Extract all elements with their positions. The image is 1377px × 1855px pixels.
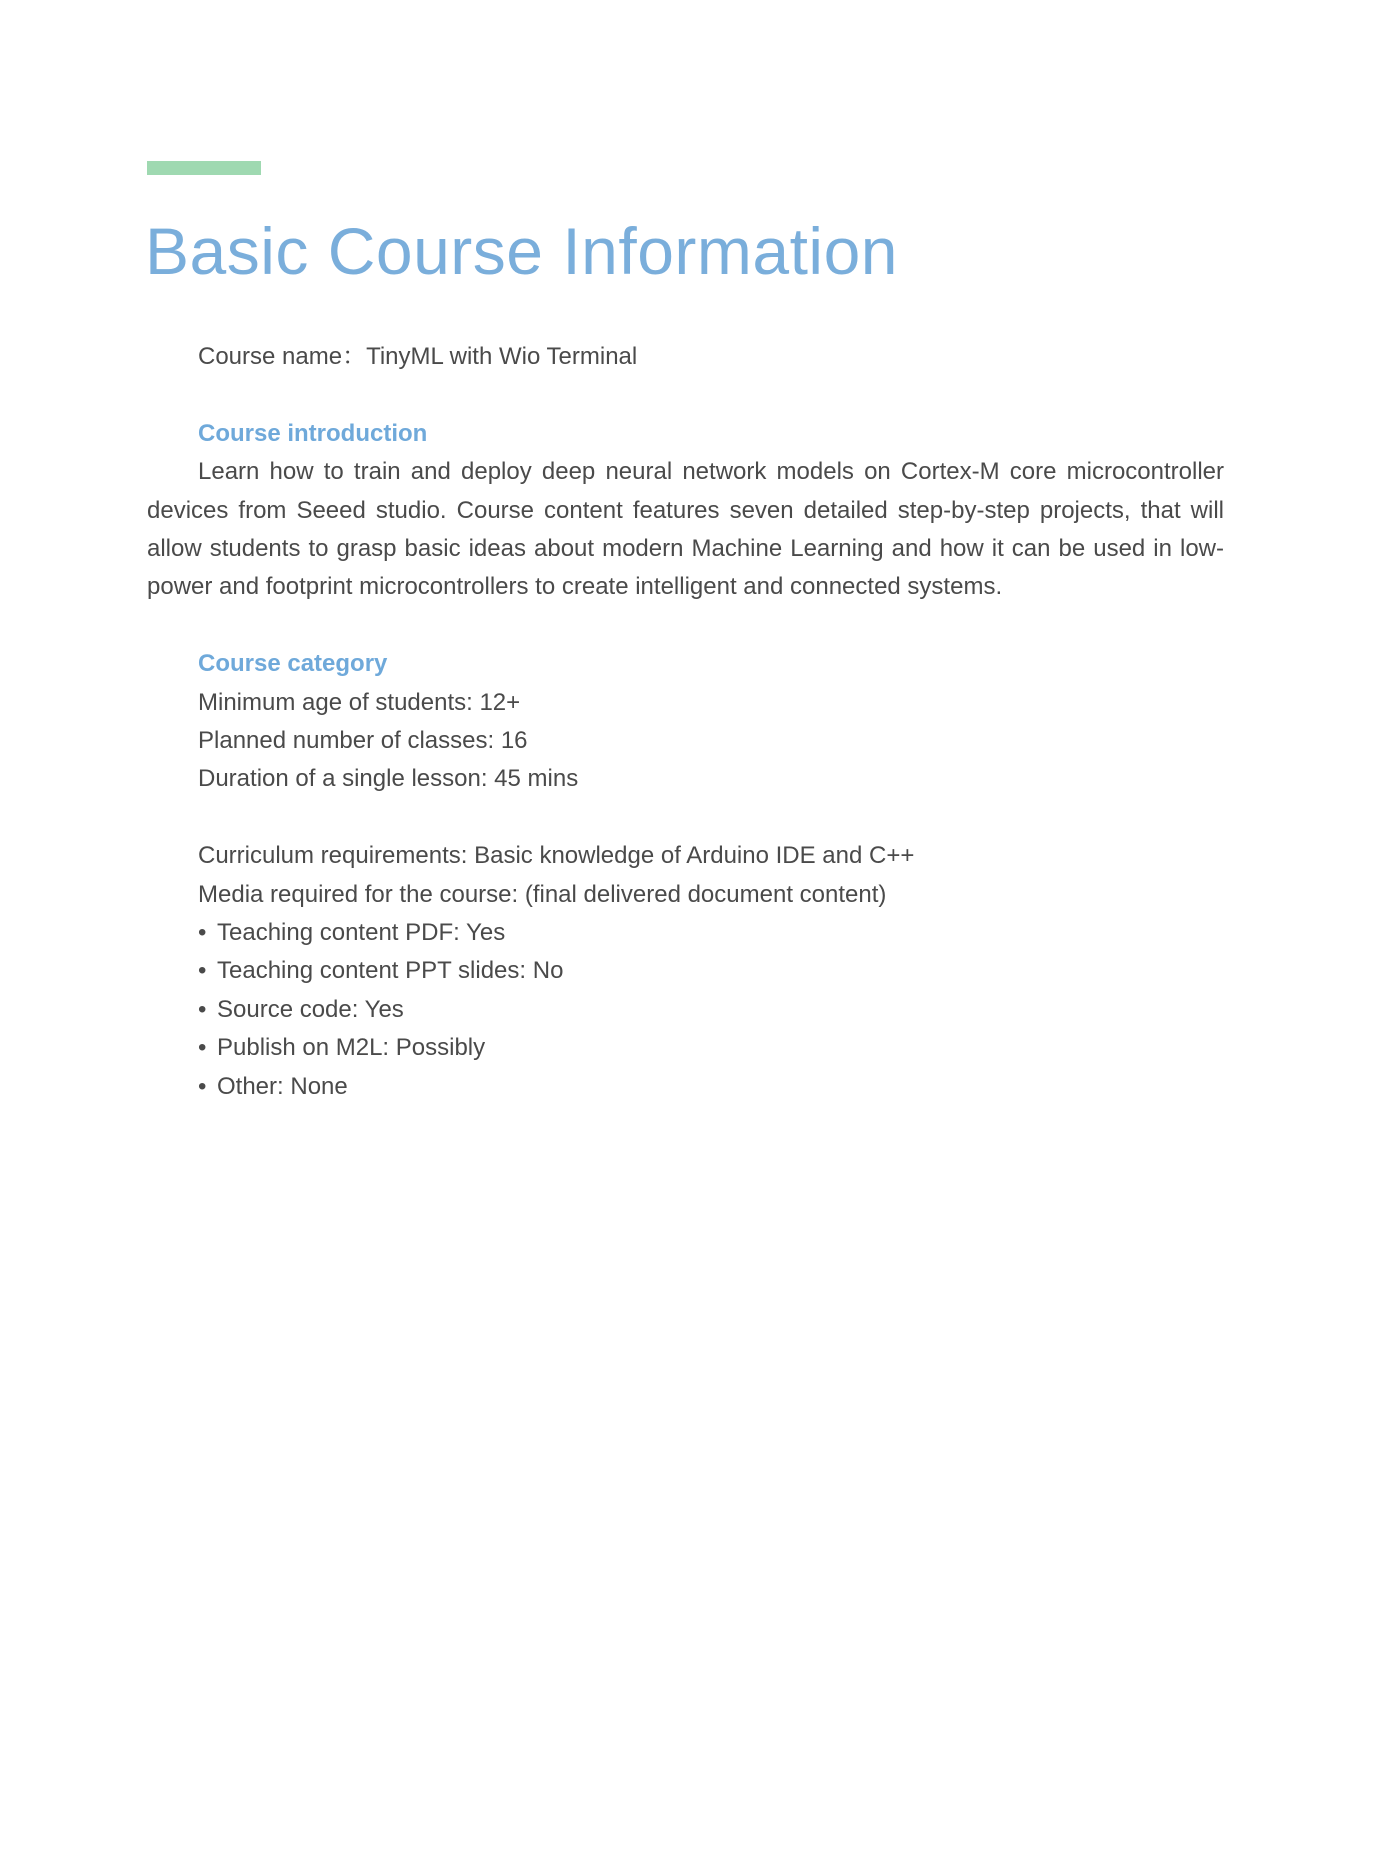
planned-classes-line: Planned number of classes: 16	[198, 727, 528, 755]
media-bullet-list	[147, 914, 1224, 1106]
bullet-icon: •	[198, 1072, 207, 1100]
spacer	[147, 607, 1224, 645]
page-title: Basic Course Information	[145, 214, 898, 288]
course-introduction-heading: Course introduction	[198, 419, 428, 447]
list-item-label: Source code: Yes	[217, 995, 404, 1023]
bullet-icon: •	[198, 995, 207, 1023]
curriculum-requirements-line: Curriculum requirements: Basic knowledge of Arduino IDE and C++	[198, 842, 915, 870]
list-item	[147, 1068, 1224, 1106]
list-item	[147, 991, 1224, 1029]
bullet-icon: •	[198, 1034, 207, 1062]
course-name-line: Course name：TinyML with Wio Terminal	[198, 343, 638, 370]
course-info-body	[147, 338, 1224, 1106]
list-item	[147, 914, 1224, 952]
list-item-label: Teaching content PPT slides: No	[217, 957, 564, 985]
minimum-age-line: Minimum age of students: 12+	[198, 688, 521, 716]
list-item-label: Teaching content PDF: Yes	[217, 919, 506, 947]
list-item	[147, 1029, 1224, 1067]
list-item-label: Publish on M2L: Possibly	[217, 1034, 486, 1062]
spacer	[147, 799, 1224, 837]
bullet-icon: •	[198, 957, 207, 985]
course-category-heading: Course category	[198, 650, 388, 678]
spacer	[147, 376, 1224, 414]
course-introduction-text: Learn how to train and deploy deep neural network models on Cortex-M core microcontroller devices from Seeed studio. Course content features seven detailed step-by-step projects, that will allow students to grasp basic ideas about modern Machine Learning and how it can be used in low-power and footprint microcontrollers to create intelligent and connected systems.	[147, 458, 1224, 601]
accent-bar	[147, 161, 261, 175]
media-required-line: Media required for the course: (final delivered document content)	[198, 880, 887, 908]
list-item-label: Other: None	[217, 1072, 348, 1100]
lesson-duration-line: Duration of a single lesson: 45 mins	[198, 765, 579, 793]
list-item	[147, 952, 1224, 990]
bullet-icon: •	[198, 919, 207, 947]
